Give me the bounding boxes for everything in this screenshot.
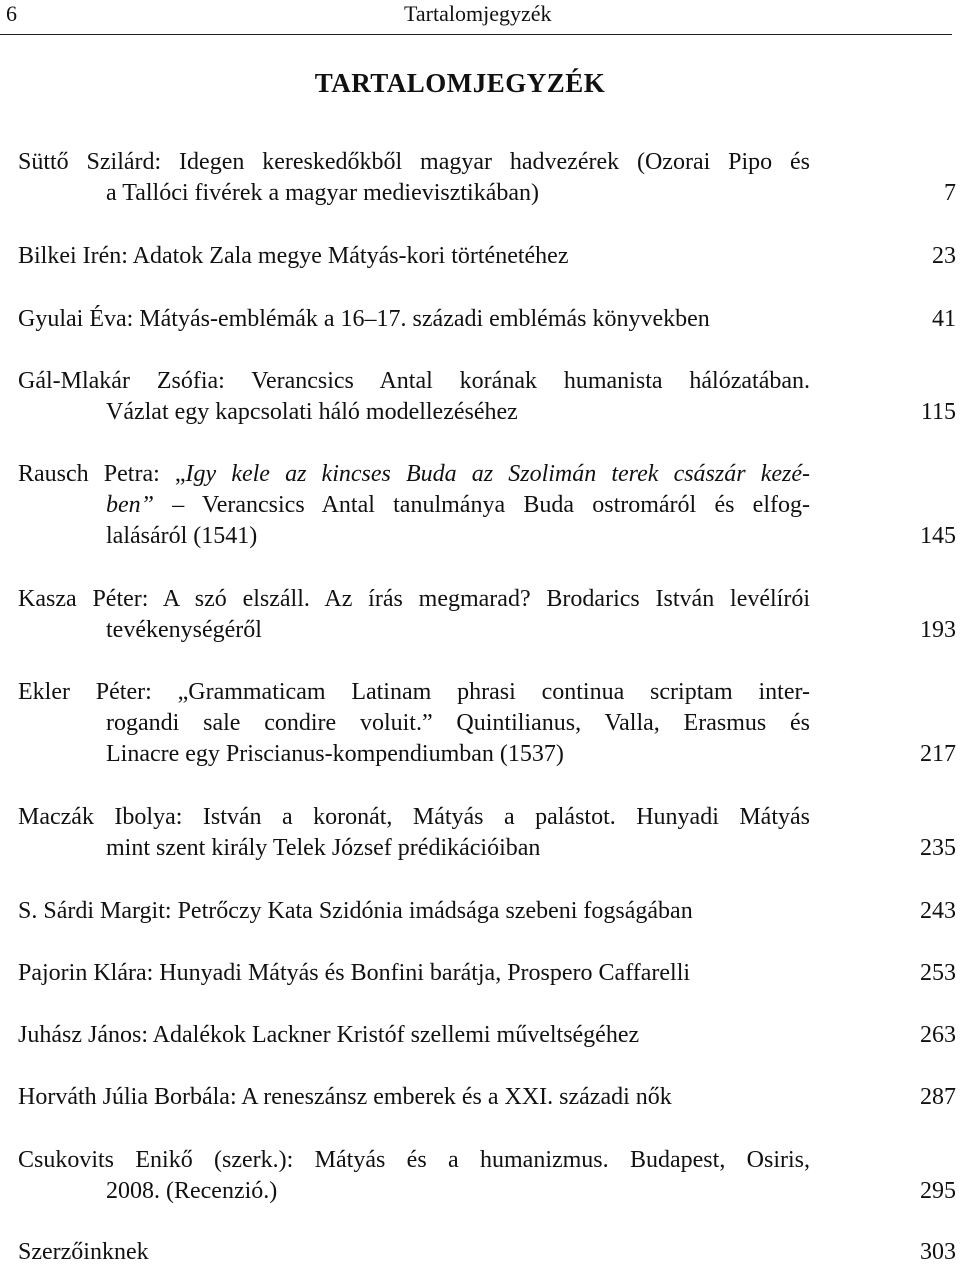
toc-entry[interactable] xyxy=(18,677,956,770)
toc-entry-line: Süttő Szilárd: Idegen kereskedőkből magyar hadvezérek (Ozorai Pipo és xyxy=(18,149,810,175)
toc-entry-line: Kasza Péter: A szó elszáll. Az írás megmarad? Brodarics István levélírói xyxy=(18,586,810,612)
toc-entry[interactable] xyxy=(18,584,956,646)
toc-entry[interactable] xyxy=(18,241,956,272)
toc-entry[interactable] xyxy=(18,958,956,989)
toc-page-number: 263 xyxy=(920,1022,956,1048)
toc-page-number: 23 xyxy=(932,243,956,269)
toc-page-number: 145 xyxy=(920,523,956,549)
toc-entry[interactable] xyxy=(18,1082,956,1113)
toc-page-number: 115 xyxy=(920,399,956,425)
toc-entry[interactable] xyxy=(18,304,956,335)
toc-entry-line: Vázlat egy kapcsolati háló modellezéséhez 115 xyxy=(18,397,956,428)
toc-entry-line: Rausch Petra: „Igy kele az kincses Buda az Szolimán terek császár kezé- xyxy=(18,461,810,487)
toc-page-number: 7 xyxy=(944,180,956,206)
toc-entry[interactable] xyxy=(18,366,956,428)
toc-page-number: 41 xyxy=(932,306,956,332)
toc-entry-line: Linacre egy Priscianus-kompendiumban (1537) 217 xyxy=(18,739,956,770)
toc-entry-line: Ekler Péter: „Grammaticam Latinam phrasi continua scriptam inter- xyxy=(18,679,810,705)
toc-page-number: 217 xyxy=(920,741,956,767)
toc-entry[interactable] xyxy=(18,1145,956,1207)
toc-entry-line: ben” – Verancsics Antal tanulmánya Buda ostromáról és elfog- xyxy=(106,492,810,518)
toc-entry-line: Pajorin Klára: Hunyadi Mátyás és Bonfini barátja, Prospero Caffarelli 253 xyxy=(18,958,956,989)
running-title: Tartalomjegyzék xyxy=(404,1,552,26)
toc-entry[interactable] xyxy=(18,1237,956,1268)
toc-page-number: 287 xyxy=(920,1084,956,1110)
toc-entry[interactable] xyxy=(18,896,956,927)
toc-entry-line: Juhász János: Adalékok Lackner Kristóf szellemi műveltségéhez 263 xyxy=(18,1020,956,1051)
toc-entry-line: Horváth Júlia Borbála: A reneszánsz emberek és a XXI. századi nők 287 xyxy=(18,1082,956,1113)
toc-entry-line: Maczák Ibolya: István a koronát, Mátyás a palástot. Hunyadi Mátyás xyxy=(18,804,810,830)
toc-entry[interactable] xyxy=(18,147,956,209)
toc-entry[interactable] xyxy=(18,1020,956,1051)
quoted-title: Igy kele az kincses Buda az Szolimán terek császár kezé- xyxy=(185,461,810,487)
toc-entry-line: Csukovits Enikő (szerk.): Mátyás és a humanizmus. Budapest, Osiris, xyxy=(18,1147,810,1173)
toc-entry-line: a Tallóci fivérek a magyar medievisztikában) 7 xyxy=(18,178,956,209)
toc-title: TARTALOMJEGYZÉK xyxy=(314,68,606,98)
page-number: 6 xyxy=(6,1,17,26)
toc-entry-line: Szerzőinknek 303 xyxy=(18,1237,956,1268)
toc-entry-line: S. Sárdi Margit: Petrőczy Kata Szidónia imádsága szebeni fogságában 243 xyxy=(18,896,956,927)
toc-page-number: 303 xyxy=(920,1239,956,1265)
toc-entry-line: rogandi sale condire voluit.” Quintilianus, Valla, Erasmus és xyxy=(106,710,810,736)
toc-page-number: 295 xyxy=(920,1178,956,1204)
toc-entry-line: lalásáról (1541) 145 xyxy=(18,521,956,552)
toc-page-number: 243 xyxy=(920,898,956,924)
toc-entry-line: Bilkei Irén: Adatok Zala megye Mátyás-kori történetéhez 23 xyxy=(18,241,956,272)
toc-entry[interactable] xyxy=(18,802,956,864)
toc-entry[interactable] xyxy=(18,459,956,552)
toc-page-number: 235 xyxy=(920,835,956,861)
toc-page-number: 193 xyxy=(920,617,956,643)
page-header xyxy=(0,0,952,35)
toc-entry-line: 2008. (Recenzió.) 295 xyxy=(18,1176,956,1207)
toc-page-number: 253 xyxy=(920,960,956,986)
toc-entry-line: tevékenységéről 193 xyxy=(18,615,956,646)
toc-entry-line: Gál-Mlakár Zsófia: Verancsics Antal korának humanista hálózatában. xyxy=(18,368,810,394)
toc-entry-line: Gyulai Éva: Mátyás-emblémák a 16–17. századi emblémás könyvekben 41 xyxy=(18,304,956,335)
toc-entry-line: mint szent király Telek József prédikációiban 235 xyxy=(18,833,956,864)
